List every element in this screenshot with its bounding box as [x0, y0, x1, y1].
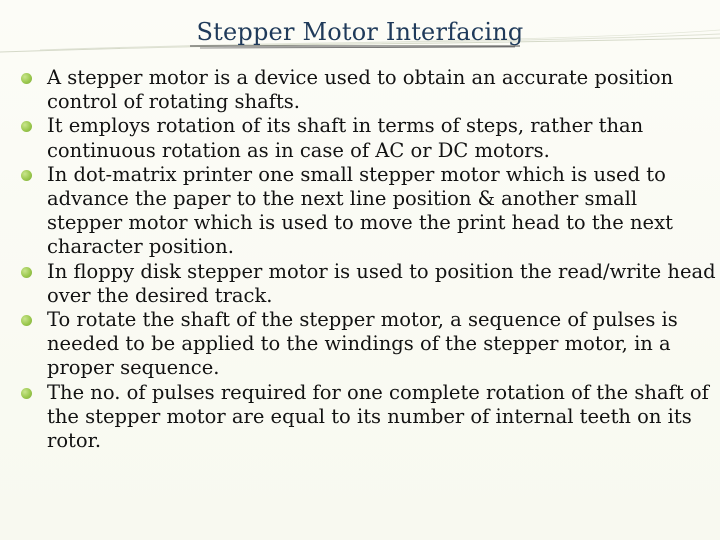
bullet-text: To rotate the shaft of the stepper motor, a sequence of pulses is needed to be applied to the windings of the stepper motor, in a proper sequence.	[47, 308, 678, 380]
bullet-list	[18, 66, 718, 453]
bullet-dot-icon	[21, 170, 32, 181]
bullet-text: In dot-matrix printer one small stepper motor which is used to advance the paper to the next line position & another small stepper motor which is used to move the print head to the next character position.	[47, 162, 673, 259]
bullet-text: A stepper motor is a device used to obtain an accurate position control of rotating shafts.	[47, 66, 674, 114]
bullet-item	[18, 114, 718, 162]
bullet-item	[18, 163, 718, 260]
bullet-item	[18, 308, 718, 381]
slide-title: Stepper Motor Interfacing	[196, 18, 524, 46]
bullet-dot-icon	[21, 315, 32, 326]
title-area	[0, 0, 720, 62]
bullet-item	[18, 260, 718, 308]
bullet-dot-icon	[21, 388, 32, 399]
bullet-dot-icon	[21, 121, 32, 132]
bullet-dot-icon	[21, 73, 32, 84]
bullet-item	[18, 66, 718, 114]
bullet-text: It employs rotation of its shaft in terms of steps, rather than continuous rotation as in case of AC or DC motors.	[47, 114, 644, 162]
bullet-text: The no. of pulses required for one complete rotation of the shaft of the stepper motor are equal to its number of internal teeth on its rotor.	[47, 380, 709, 453]
bullet-text: In floppy disk stepper motor is used to position the read/write head over the desired track.	[47, 259, 716, 307]
bullet-dot-icon	[21, 267, 32, 278]
bullet-item	[18, 381, 718, 454]
